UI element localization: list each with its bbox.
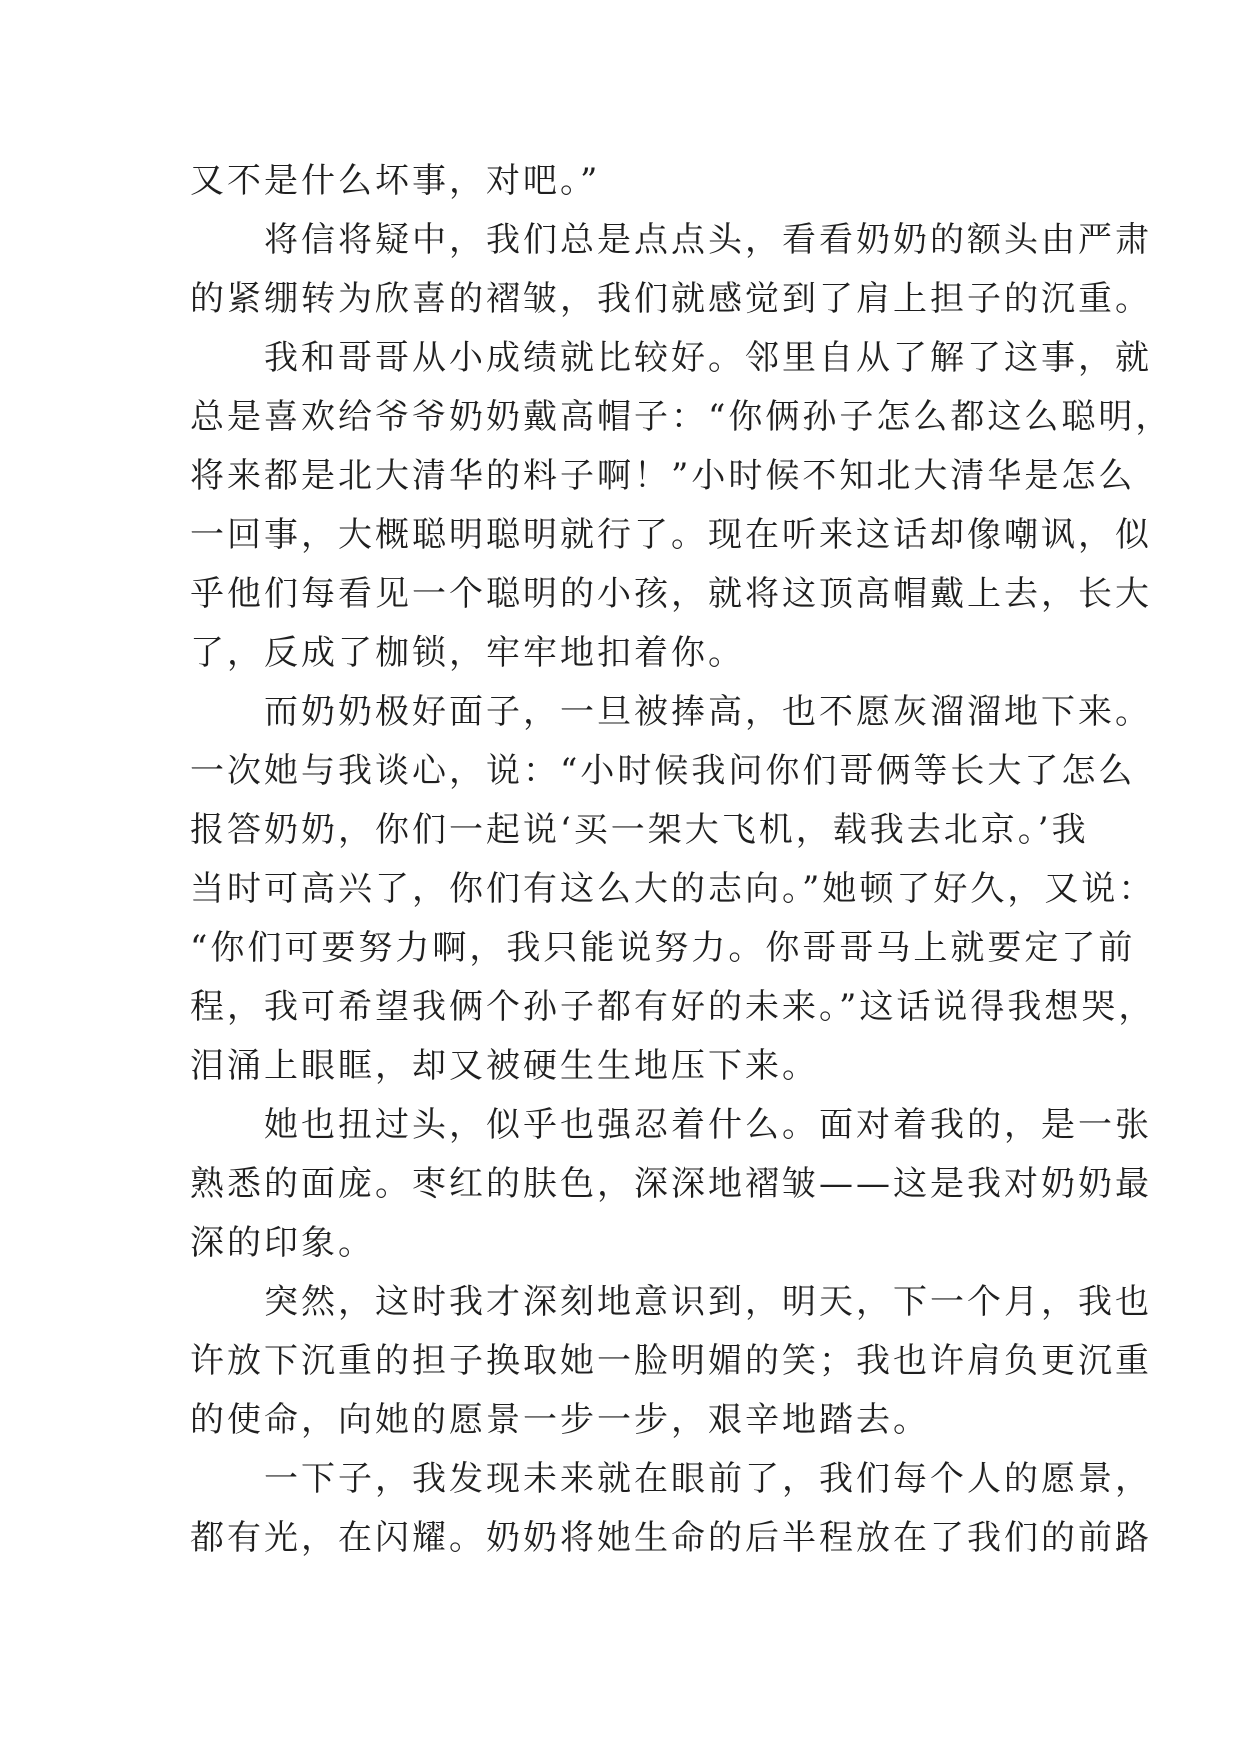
text-line: 又不是什么坏事，对吧。” bbox=[190, 161, 601, 201]
text-line: 乎他们每看见一个聪明的小孩，就将这顶高帽戴上去，长大 bbox=[190, 574, 1152, 614]
text-line: 熟悉的面庞。枣红的肤色，深深地褶皱——这是我对奶奶最 bbox=[190, 1164, 1152, 1204]
text-line: 突然，这时我才深刻地意识到，明天，下一个月，我也 bbox=[190, 1282, 1152, 1322]
text-line: 总是喜欢给爷爷奶奶戴高帽子：“你俩孙子怎么都这么聪明， bbox=[190, 397, 1173, 437]
text-line: 了，反成了枷锁，牢牢地扣着你。 bbox=[190, 633, 745, 673]
text-line: 程，我可希望我俩个孙子都有好的未来。”这话说得我想哭， bbox=[190, 987, 1156, 1027]
text-line: 的使命，向她的愿景一步一步，艰辛地踏去。 bbox=[190, 1400, 930, 1440]
text-line: 深的印象。 bbox=[190, 1223, 375, 1263]
body-text bbox=[190, 152, 1173, 1568]
text-line: 而奶奶极好面子，一旦被捧高，也不愿灰溜溜地下来。 bbox=[190, 692, 1152, 732]
text-line: 一回事，大概聪明聪明就行了。现在听来这话却像嘲讽，似 bbox=[190, 515, 1152, 555]
text-line: 一次她与我谈心，说：“小时候我问你们哥俩等长大了怎么 bbox=[190, 751, 1136, 791]
text-line: 当时可高兴了，你们有这么大的志向。”她顿了好久，又说： bbox=[190, 869, 1156, 909]
text-line: 将信将疑中，我们总是点点头，看看奶奶的额头由严肃 bbox=[190, 220, 1152, 260]
text-line: 的紧绷转为欣喜的褶皱，我们就感觉到了肩上担子的沉重。 bbox=[190, 279, 1152, 319]
text-line: 泪涌上眼眶，却又被硬生生地压下来。 bbox=[190, 1046, 819, 1086]
text-line: 报答奶奶，你们一起说‘买一架大飞机，载我去北京。’我 bbox=[190, 810, 1089, 850]
text-line: 将来都是北大清华的料子啊！”小时候不知北大清华是怎么 bbox=[190, 456, 1136, 496]
text-line: 她也扭过头，似乎也强忍着什么。面对着我的，是一张 bbox=[190, 1105, 1152, 1145]
text-line: 一下子，我发现未来就在眼前了，我们每个人的愿景， bbox=[190, 1459, 1152, 1499]
text-line: 许放下沉重的担子换取她一脸明媚的笑；我也许肩负更沉重 bbox=[190, 1341, 1152, 1381]
text-line: 都有光，在闪耀。奶奶将她生命的后半程放在了我们的前路 bbox=[190, 1518, 1152, 1558]
text-line: 我和哥哥从小成绩就比较好。邻里自从了解了这事，就 bbox=[190, 338, 1152, 378]
text-line: “你们可要努力啊，我只能说努力。你哥哥马上就要定了前 bbox=[190, 928, 1136, 968]
